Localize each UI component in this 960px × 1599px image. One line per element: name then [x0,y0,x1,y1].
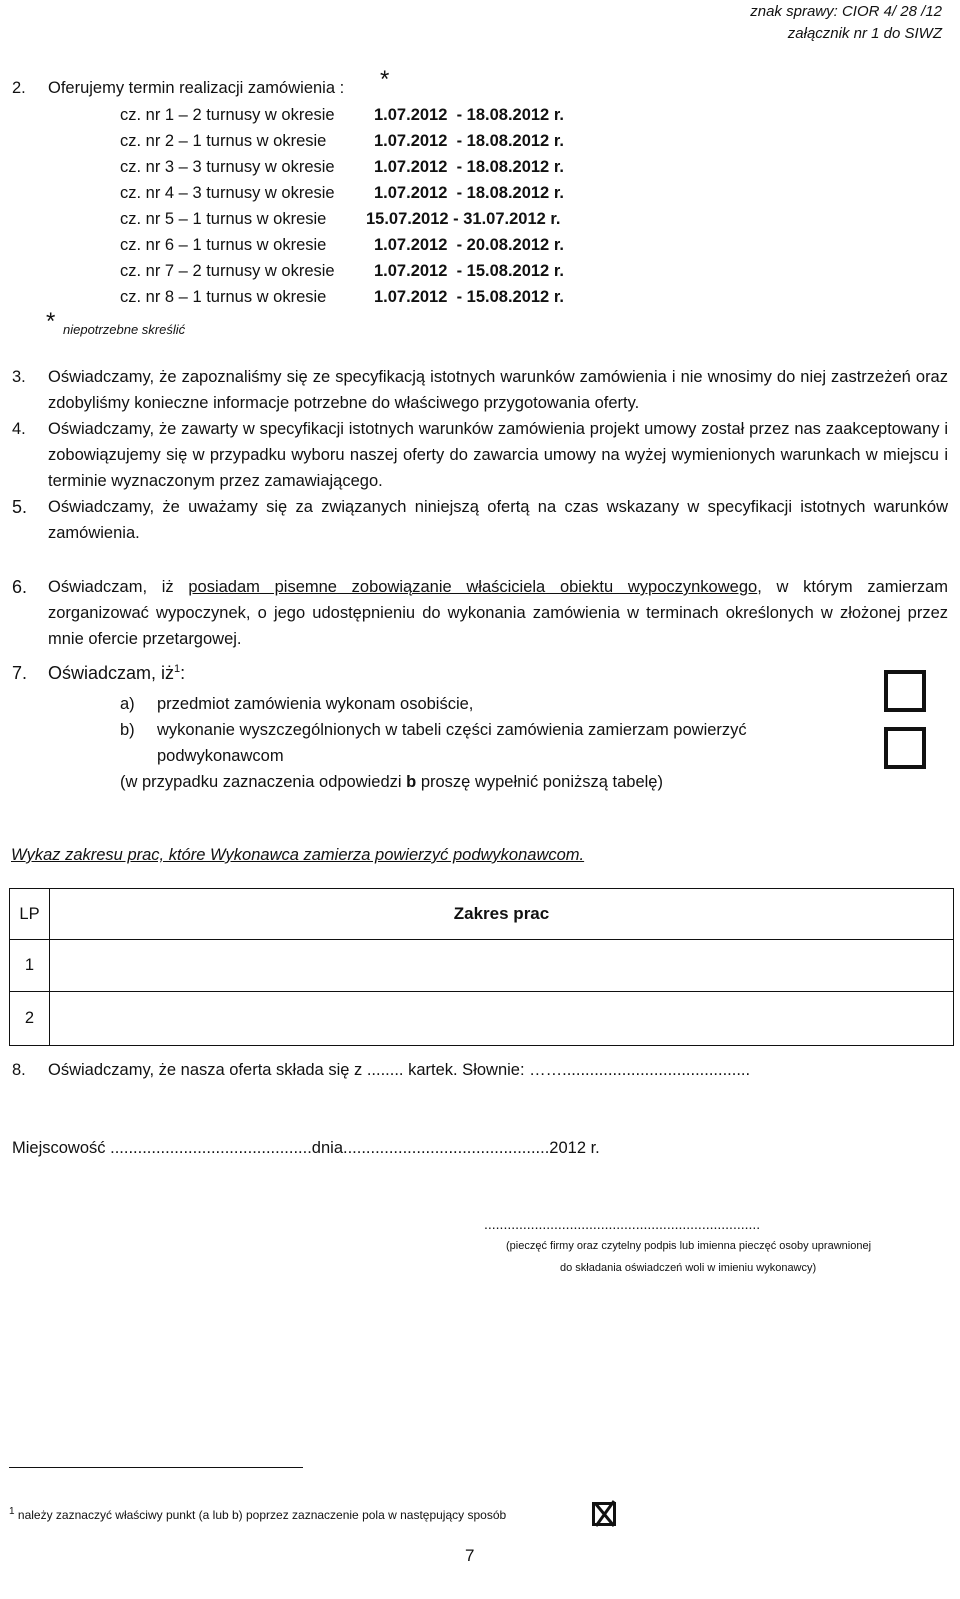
signature-caption-line2: do składania oświadczeń woli w imieniu wykonawcy) [560,1262,817,1274]
option-b-letter: b) [120,721,135,739]
term-row-dates: 1.07.2012 - 18.08.2012 r. [374,132,564,150]
option-b-checkbox[interactable] [884,727,926,769]
section-3-number: 3. [12,368,26,386]
subcontract-heading: Wykaz zakresu prac, które Wykonawca zamierza powierzyć podwykonawcom. [11,846,585,864]
term-row-label: cz. nr 6 – 1 turnus w okresie [120,236,327,254]
row-lp: 1 [10,940,50,992]
term-row-label: cz. nr 4 – 3 turnusy w okresie [120,184,335,202]
section-3-text: Oświadczamy, że zapoznaliśmy się ze specyfikacją istotnych warunków zamówienia i nie wnosimy do niej zastrzeżeń oraz zdobyliśmy konieczne informacje potrzebne do właściwego przygotowania oferty. [48,368,948,412]
place-date-line: Miejscowość ............................................dnia.............................................2012 r. [12,1139,600,1157]
footnote-separator [9,1467,303,1468]
row-lp: 2 [10,992,50,1046]
subcontract-table [9,888,954,1046]
term-row-label: cz. nr 5 – 1 turnus w okresie [120,210,327,228]
option-b-text-cont: podwykonawcom [157,747,284,765]
term-row-dates: 1.07.2012 - 15.08.2012 r. [374,262,564,280]
obligation-underlined: posiadam pisemne zobowiązanie właściciela obiektu wypoczynkowego [188,578,758,596]
table-row [10,992,954,1046]
row-scope-cell[interactable] [50,992,954,1046]
checked-box-icon [592,1500,616,1524]
col-lp-header: LP [10,889,50,940]
section-2-number: 2. [12,79,26,97]
term-row-dates: 1.07.2012 - 18.08.2012 r. [374,184,564,202]
attachment-label: załącznik nr 1 do SIWZ [787,25,942,42]
table-row [10,940,954,992]
option-b-note: (w przypadku zaznaczenia odpowiedzi b proszę wypełnić poniższą tabelę) [120,773,663,791]
term-row-dates: 1.07.2012 - 20.08.2012 r. [374,236,564,254]
section-5-text: Oświadczamy, że uważamy się za związanych niniejszą ofertą na czas wskazany w specyfikacji istotnych warunków zamówienia. [48,498,948,542]
footnote-star: * [46,308,56,335]
term-row-dates: 1.07.2012 - 18.08.2012 r. [374,158,564,176]
page-number: 7 [465,1546,475,1565]
section-4-text: Oświadczamy, że zawarty w specyfikacji istotnych warunków zamówienia projekt umowy został przez nas zaakceptowany i zobowiązujemy się w przypadku wyboru naszej oferty do zawarcia umowy na wyżej wymienionych warunkach w miejscu i terminie wyznaczonym przez zamawiającego. [48,420,948,490]
table-header-row [10,889,954,940]
option-a-checkbox[interactable] [884,670,926,712]
option-b-text: wykonanie wyszczególnionych w tabeli części zamówienia zamierzam powierzyć [157,721,747,739]
section-2-title: Oferujemy termin realizacji zamówienia : [48,79,345,97]
term-row-dates: 1.07.2012 - 18.08.2012 r. [374,106,564,124]
section-6-text: Oświadczam, iż posiadam pisemne zobowiązanie właściciela obiektu wypoczynkowego, w którym zamierzam zorganizować wypoczynek, o jego udostępnieniu do wykonania zamówienia w terminach określonych w złożonej przez mnie ofercie przetargowej. [48,578,948,648]
case-number: znak sprawy: CIOR 4/ 28 /12 [750,3,942,20]
signature-caption-line1: (pieczęć firmy oraz czytelny podpis lub imienna pieczęć osoby uprawnionej [506,1240,872,1252]
section-2-star: * [380,66,390,93]
term-row-label: cz. nr 8 – 1 turnus w okresie [120,288,327,306]
section-7-title: Oświadczam, $iż^1$: [48,663,186,683]
section-8-text: Oświadczamy, że nasza oferta składa się z ........ kartek. Słownie: ……......................................... [48,1061,751,1079]
row-scope-cell[interactable] [50,940,954,992]
term-row-label: cz. nr 7 – 2 turnusy w okresie [120,262,335,280]
footnote: $^1$ należy zaznaczyć właściwy punkt (a lub b) poprzez zaznaczenie pola w następujący sposób [9,1506,507,1522]
section-8-number: 8. [12,1061,26,1079]
term-row-label: cz. nr 1 – 2 turnusy w okresie [120,106,335,124]
signature-dots: ....................................................................... [484,1216,761,1232]
footnote-strike-note: niepotrzebne skreślić [63,322,186,337]
section-6-number: 6. [12,577,28,597]
section-4-number: 4. [12,420,26,438]
col-scope-header: Zakres prac [50,889,954,940]
term-row-label: cz. nr 2 – 1 turnus w okresie [120,132,327,150]
section-7-number: 7. [12,663,28,683]
term-row-dates: 15.07.2012 - 31.07.2012 r. [366,210,561,228]
option-a-text: przedmiot zamówienia wykonam osobiście, [157,695,474,713]
section-5-number: 5. [12,497,28,517]
option-a-letter: a) [120,695,135,713]
term-row-label: cz. nr 3 – 3 turnusy w okresie [120,158,335,176]
term-row-dates: 1.07.2012 - 15.08.2012 r. [374,288,564,306]
